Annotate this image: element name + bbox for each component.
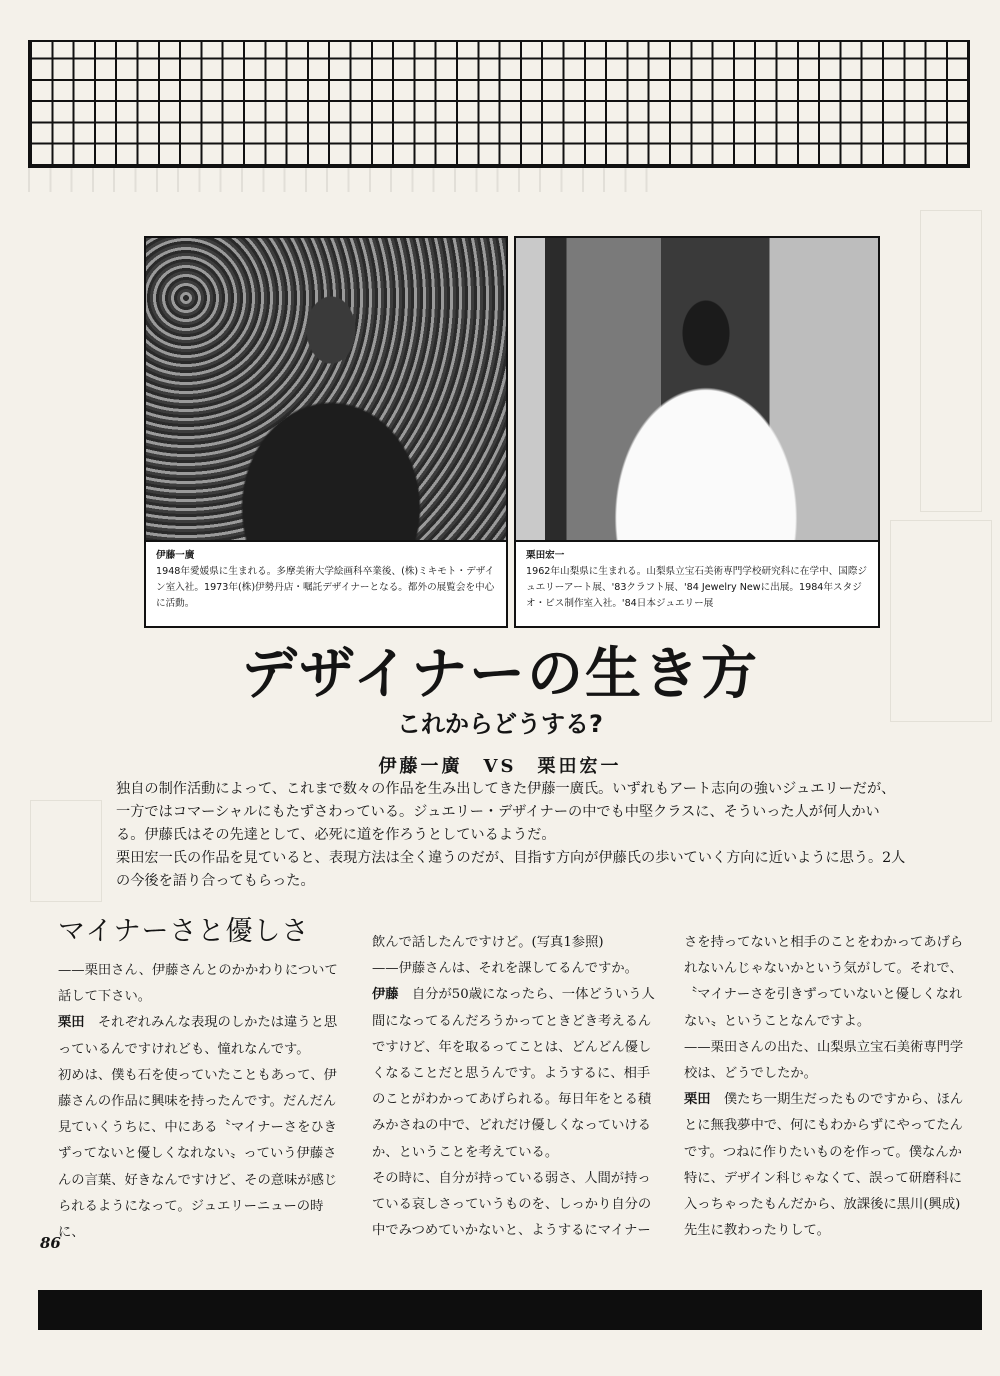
- paragraph-text: 僕たち一期生だったものですから、ほんとに無我夢中で、何にもわからずにやってたんです。つねに作りたいものを作って。僕なんか特に、デザイン科じゃなくて、誤って研磨科に入っちゃったもんだから、放課後に黒川(興成)先生に教わったりして。: [684, 1092, 964, 1239]
- photo-kurita: [514, 236, 880, 628]
- paragraph: [372, 930, 662, 956]
- portrait-image: [516, 238, 878, 540]
- paragraph: [372, 982, 662, 1165]
- paragraph-text: 飲んで話したんですけど。(写真1参照): [372, 935, 604, 950]
- bleed-through-box: [920, 210, 982, 512]
- header-grid-pattern: [28, 40, 970, 168]
- paragraph: [58, 1063, 340, 1246]
- bleed-through-box: [30, 800, 102, 902]
- paragraph: [684, 930, 970, 1035]
- paragraph: [684, 1087, 970, 1244]
- footer-bar: [38, 1290, 982, 1330]
- paragraph: [58, 1010, 340, 1062]
- paragraph-text: 自分が50歳になったら、一体どういう人間になってるんだろうかってときどき考えるんですけど、年を取るってことは、どんどん優しくなることだと思うんです。ようするに、相手のことがわかってあげられる。毎日年をとる積みかさねの中で、どれだけ優しくなっていけるか、ということを考えている。: [372, 987, 655, 1160]
- article-byline: 伊藤一廣 VS 栗田宏一: [378, 756, 622, 777]
- caption-name: 栗田宏一: [526, 550, 565, 561]
- paragraph: [372, 956, 662, 982]
- photo-caption: [516, 540, 878, 626]
- caption-bio: 1962年山梨県に生まれる。山梨県立宝石美術専門学校研究科に在学中、国際ジュエリーアート展、'83クラフト展、'84 Jewelry Newに出展。1984年スタジオ・ビス制作室入社。'84日本ジュエリー展: [526, 566, 868, 609]
- photo-ito: [144, 236, 508, 628]
- paragraph-text: ——伊藤さんは、それを課してるんですか。: [372, 961, 638, 977]
- paragraph-text: それぞれみんな表現のしかたは違うと思っているんですけれども、憧れなんです。: [58, 1015, 338, 1057]
- caption-bio: 1948年愛媛県に生まれる。多摩美術大学絵画科卒業後、(株)ミキモト・デザイン室入社。1973年(株)伊勢丹店・嘱託デザイナーとなる。都外の展覧会を中心に活動。: [156, 566, 495, 609]
- body-column-1: [58, 912, 340, 1246]
- portrait-image: [146, 238, 506, 540]
- caption-name: 伊藤一廣: [156, 550, 195, 561]
- article-subheadline: これからどうする?: [397, 710, 603, 738]
- paragraph: [58, 958, 340, 1010]
- article-headline: デザイナーの生き方: [240, 642, 760, 707]
- speaker: 栗田: [684, 1092, 711, 1108]
- lead-text: 栗田宏一氏の作品を見ていると、表現方法は全く違うのだが、目指す方向が伊藤氏の歩いていく方向に近いように思う。2人の今後を語り合ってもらった。: [116, 850, 906, 889]
- paragraph-text: さを持ってないと相手のことをわかってあげられないんじゃないかという気がして。それで、〝マイナーさを引きずっていないと優しくなれない〟ということなんですよ。: [684, 935, 964, 1029]
- body-column-3: [684, 930, 970, 1244]
- lead-paragraph: [116, 778, 908, 893]
- section-heading: マイナーさと優しさ: [58, 916, 310, 947]
- photo-caption: [146, 540, 506, 626]
- paragraph-text: ——栗田さん、伊藤さんとのかかわりについて話して下さい。: [58, 963, 338, 1005]
- lead-text: 独自の制作活動によって、これまで数々の作品を生み出してきた伊藤一廣氏。いずれもアート志向の強いジュエリーだが、一方ではコマーシャルにもたずさわっている。ジュエリー・デザイナーの中でも中堅クラスに、そういった人が何人かいる。伊藤氏はその先達として、必死に道を作ろうとしているようだ。: [116, 781, 896, 843]
- paragraph: [372, 1166, 662, 1245]
- faint-grid-bleed: [28, 168, 648, 192]
- body-column-2: [372, 930, 662, 1244]
- speaker: 伊藤: [372, 987, 399, 1003]
- paragraph-text: 初めは、僕も石を使っていたこともあって、伊藤さんの作品に興味を持ったんです。だんだん見ていくうちに、中にある〝マイナーさをひきずってないと優しくなれない〟っていう伊藤さんの言葉、好きなんですけど、その意味が感じられるようになって。ジュエリーニューの時に、: [58, 1067, 338, 1241]
- page-number: 86: [40, 1234, 61, 1252]
- paragraph-text: その時に、自分が持っている弱さ、人間が持っている哀しさっていうものを、しっかり自分の中でみつめていかないと、ようするにマイナー: [372, 1170, 652, 1239]
- speaker: 栗田: [58, 1015, 85, 1031]
- paragraph-text: ——栗田さんの出た、山梨県立宝石美術専門学校は、どうでしたか。: [684, 1039, 964, 1082]
- paragraph: [684, 1035, 970, 1087]
